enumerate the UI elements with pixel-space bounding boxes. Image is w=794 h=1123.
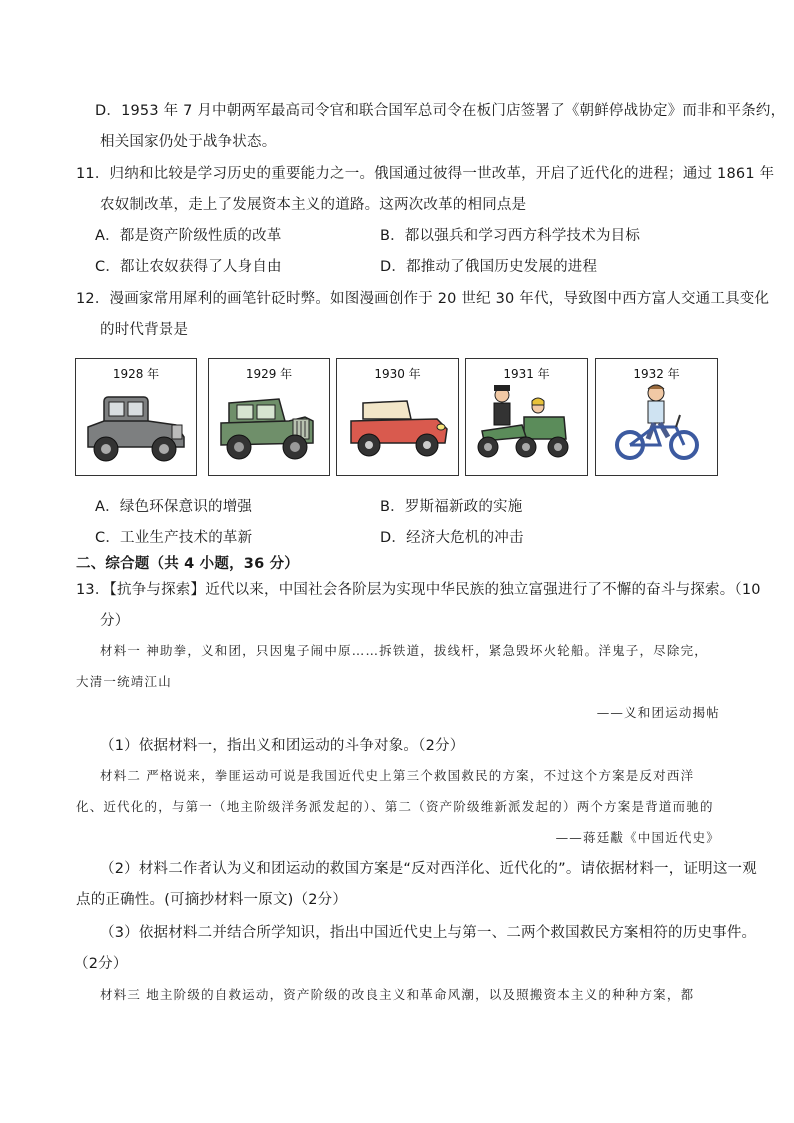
q11-stem-line1: 11．归纳和比较是学习历史的重要能力之一。俄国通过彼得一世改革，开启了近代化的进程；通过 1861 年	[76, 166, 775, 182]
q13-stem-line2: 分）	[100, 613, 130, 629]
q12-option-c[interactable]: C．工业生产技术的革新	[95, 530, 253, 546]
old-car-icon	[209, 381, 329, 475]
cartoon-panel-1931	[465, 358, 588, 476]
material2-line2: 化、近代化的，与第一（地主阶级洋务派发起的）、第二（资产阶级维新派发起的）两个方案是背道而驰的	[76, 799, 714, 814]
q13-sub2-line1: （2）材料二作者认为义和团运动的救国方案是“反对西洋化、近代化的”。请依据材料一，证明这一观	[100, 861, 757, 877]
cartoon-panel-1932	[595, 358, 718, 476]
q12-option-d[interactable]: D．经济大危机的冲击	[380, 530, 524, 546]
panel-year: 1931 年	[503, 367, 550, 381]
q13-sub3-line1: （3）依据材料二并结合所学知识，指出中国近代史上与第一、二两个救国救民方案相符的历史事件。	[100, 925, 757, 941]
q13-sub3-line2: （2分）	[74, 956, 128, 972]
q11-option-b[interactable]: B．都以强兵和学习西方科学技术为目标	[380, 228, 641, 244]
q10-option-d-line2: 相关国家仍处于战争状态。	[100, 134, 277, 150]
panel-year: 1928 年	[112, 367, 160, 381]
small-car-icon	[337, 381, 458, 475]
luxury-car-icon	[76, 381, 196, 475]
material2-source: ——蒋廷黻《中国近代史》	[555, 830, 720, 845]
material2-line1: 材料二 严格说来，拳匪运动可说是我国近代史上第三个救国救民的方案，不过这个方案是反对西洋	[100, 768, 695, 783]
material1-line1: 材料一 神助拳，义和团，只因鬼子闹中原……拆铁道，拔线杆，紧急毁坏火轮船。洋鬼子，尽除完，	[100, 643, 708, 658]
material1-line2: 大清一统靖江山	[76, 674, 172, 689]
q11-option-a[interactable]: A．都是资产阶级性质的改革	[95, 228, 282, 244]
cartoon-panel-1928	[75, 358, 197, 476]
q10-option-d-line1: D．1953 年 7 月中朝两军最高司令官和联合国军总司令在板门店签署了《朝鲜停战协定》而非和平条约，	[95, 103, 786, 119]
q11-option-d[interactable]: D．都推动了俄国历史发展的进程	[380, 259, 598, 275]
material1-source: ——义和团运动揭帖	[596, 705, 720, 720]
q13-sub2-line2: 点的正确性。(可摘抄材料一原文)（2分）	[76, 892, 348, 908]
panel-year: 1929 年	[245, 367, 293, 381]
section-heading: 二、综合题（共 4 小题，36 分）	[76, 556, 300, 572]
q13-sub1: （1）依据材料一，指出义和团运动的斗争对象。（2分）	[100, 738, 465, 754]
q11-option-c[interactable]: C．都让农奴获得了人身自由	[95, 259, 282, 275]
q12-stem-line1: 12．漫画家常用犀利的画笔针砭时弊。如图漫画创作于 20 世纪 30 年代，导致图中西方富人交通工具变化	[76, 291, 770, 307]
q12-option-b[interactable]: B．罗斯福新政的实施	[380, 499, 523, 515]
material3-line1: 材料三 地主阶级的自救运动，资产阶级的改良主义和革命风潮，以及照搬资本主义的种种方案，都	[100, 987, 695, 1002]
cartoon-panel-1929	[208, 358, 330, 476]
q11-stem-line2: 农奴制改革，走上了发展资本主义的道路。这两次改革的相同点是	[100, 197, 527, 213]
sidecar-motorcycle-icon	[466, 381, 587, 475]
q12-option-a[interactable]: A．绿色环保意识的增强	[95, 499, 253, 515]
q12-stem-line2: 的时代背景是	[100, 322, 189, 338]
cartoon-panel-1930	[336, 358, 459, 476]
panel-year: 1930 年	[374, 367, 421, 381]
bicycle-icon	[596, 381, 717, 475]
q13-stem-line1: 13．【抗争与探索】近代以来，中国社会各阶层为实现中华民族的独立富强进行了不懈的奋斗与探索。（10	[76, 582, 761, 598]
panel-year: 1932 年	[633, 367, 680, 381]
